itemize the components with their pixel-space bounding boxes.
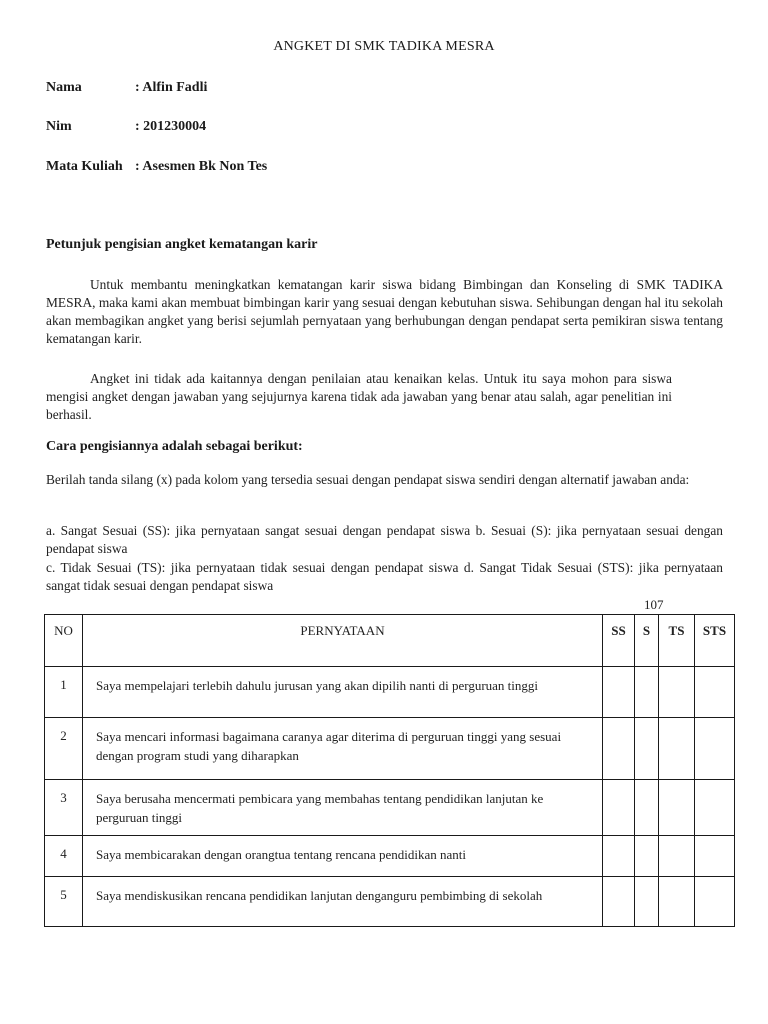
answer-cell-ss[interactable] <box>603 667 635 718</box>
instructions-heading: Petunjuk pengisian angket kematangan karir <box>46 237 318 252</box>
table-row <box>45 667 735 718</box>
document-title: ANGKET DI SMK TADIKA MESRA <box>273 39 495 54</box>
answer-cell-sts[interactable] <box>695 667 735 718</box>
row-number: 2 <box>45 718 83 780</box>
instructions-paragraph-2 <box>46 370 672 424</box>
answer-cell-sts[interactable] <box>695 718 735 780</box>
row-statement: Saya berusaha mencermati pembicara yang membahas tentang pendidikan lanjutan ke perguruan tinggi <box>83 780 603 836</box>
answer-cell-s[interactable] <box>635 718 659 780</box>
header-no: NO <box>45 615 83 667</box>
row-number: 1 <box>45 667 83 718</box>
answer-cell-s[interactable] <box>635 780 659 836</box>
answer-cell-s[interactable] <box>635 877 659 927</box>
answer-cell-ss[interactable] <box>603 780 635 836</box>
row-number: 5 <box>45 877 83 927</box>
identity-row-nim <box>46 119 206 135</box>
paragraph-text: Angket ini tidak ada kaitannya dengan penilaian atau kenaikan kelas. Untuk itu saya mohon para siswa mengisi angket dengan jawaban yang sejujurnya karena tidak ada jawaban yang benar atau salah, agar penelitian ini berhasil. <box>46 371 672 422</box>
table-row <box>45 780 735 836</box>
answer-cell-ts[interactable] <box>659 667 695 718</box>
method-heading: Cara pengisiannya adalah sebagai berikut: <box>46 439 303 454</box>
identity-label: Mata Kuliah <box>46 159 123 174</box>
answer-cell-ss[interactable] <box>603 877 635 927</box>
table-header-row <box>45 615 735 667</box>
header-ss: SS <box>603 615 635 667</box>
answer-options-line-1: a. Sangat Sesuai (SS): jika pernyataan sangat sesuai dengan pendapat siswa b. Sesuai (S): jika pernyataan sesuai dengan pendapat siswa <box>46 523 723 556</box>
answer-cell-ts[interactable] <box>659 718 695 780</box>
identity-row-name <box>46 80 207 96</box>
identity-value: : Asesmen Bk Non Tes <box>135 159 268 174</box>
answer-cell-ts[interactable] <box>659 877 695 927</box>
table-row <box>45 877 735 927</box>
identity-value: : 201230004 <box>135 119 207 134</box>
instructions-paragraph-1 <box>46 276 723 348</box>
survey-table <box>44 614 735 927</box>
table-row <box>45 836 735 877</box>
answer-cell-ts[interactable] <box>659 780 695 836</box>
answer-cell-sts[interactable] <box>695 877 735 927</box>
header-sts: STS <box>695 615 735 667</box>
identity-value: : Alfin Fadli <box>135 80 208 95</box>
row-statement: Saya mendiskusikan rencana pendidikan lanjutan denganguru pembimbing di sekolah <box>83 877 603 927</box>
answer-cell-sts[interactable] <box>695 836 735 877</box>
answer-cell-s[interactable] <box>635 836 659 877</box>
paragraph-text: Untuk membantu meningkatkan kematangan karir siswa bidang Bimbingan dan Konseling di SMK TADIKA MESRA, maka kami akan membuat bimbingan karir yang sesuai dengan kebutuhan siswa. Sehibungan dengan hal itu sekolah akan membagikan angket yang berisi sejumlah pernyataan yang berhubungan dengan pendapat serta pemikiran siswa tentang kematangan karir. <box>46 277 723 346</box>
header-ts: TS <box>659 615 695 667</box>
row-number: 4 <box>45 836 83 877</box>
answer-options-line-2: c. Tidak Sesuai (TS): jika pernyataan tidak sesuai dengan pendapat siswa d. Sangat Tidak Sesuai (STS): jika pernyataan sangat tidak sesuai dengan pendapat siswa <box>46 560 723 593</box>
answer-cell-sts[interactable] <box>695 780 735 836</box>
identity-row-course <box>46 159 267 175</box>
method-paragraph: Berilah tanda silang (x) pada kolom yang tersedia sesuai dengan pendapat siswa sendiri dengan alternatif jawaban anda: <box>46 472 690 487</box>
row-statement: Saya mempelajari terlebih dahulu jurusan yang akan dipilih nanti di perguruan tinggi <box>83 667 603 718</box>
answer-cell-ss[interactable] <box>603 836 635 877</box>
header-statement: PERNYATAAN <box>83 615 603 667</box>
table-row <box>45 718 735 780</box>
identity-label: Nim <box>46 119 72 134</box>
header-s: S <box>635 615 659 667</box>
identity-label: Nama <box>46 80 82 95</box>
row-statement: Saya mencari informasi bagaimana caranya agar diterima di perguruan tinggi yang sesuai dengan program studi yang diharapkan <box>83 718 603 780</box>
answer-cell-ss[interactable] <box>603 718 635 780</box>
answer-cell-ts[interactable] <box>659 836 695 877</box>
row-number: 3 <box>45 780 83 836</box>
row-statement: Saya membicarakan dengan orangtua tentang rencana pendidikan nanti <box>83 836 603 877</box>
answer-cell-s[interactable] <box>635 667 659 718</box>
page-number: 107 <box>644 597 664 612</box>
